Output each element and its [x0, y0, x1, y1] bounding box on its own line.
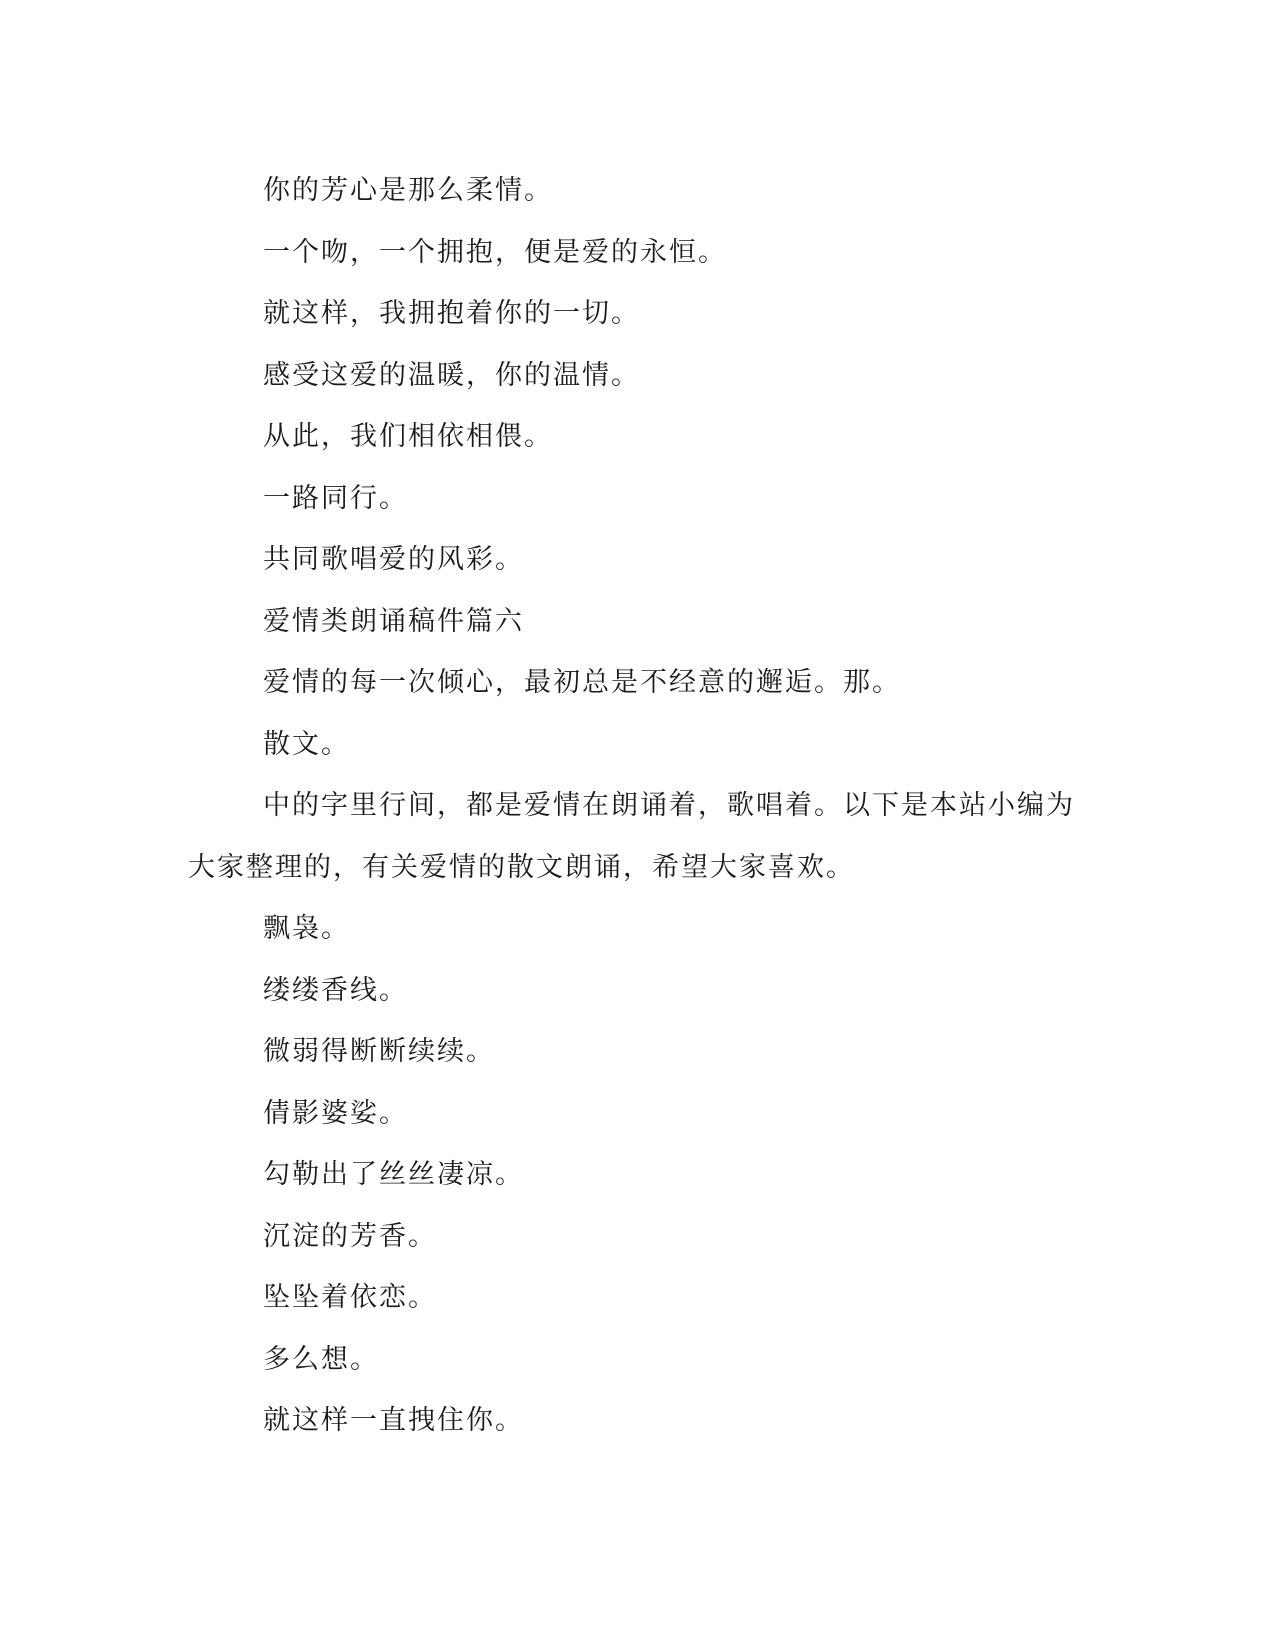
paragraph: 你的芳心是那么柔情。	[263, 175, 553, 206]
paragraph: 微弱得断断续续。	[263, 1036, 495, 1067]
document-body	[188, 160, 1078, 1452]
paragraph: 就这样，我拥抱着你的一切。	[263, 298, 640, 329]
paragraph: 共同歌唱爱的风彩。	[263, 544, 524, 575]
paragraph: 飘袅。	[263, 913, 350, 944]
paragraph: 散文。	[263, 728, 350, 760]
paragraph: 一路同行。	[263, 482, 408, 514]
paragraph: 坠坠着依恋。	[263, 1282, 437, 1313]
paragraph: 爱情的每一次倾心，最初总是不经意的邂逅。那。	[263, 667, 901, 698]
paragraph: 多么想。	[263, 1343, 379, 1375]
paragraph: 就这样一直拽住你。	[263, 1405, 524, 1436]
paragraph: 一个吻，一个拥抱，便是爱的永恒。	[263, 236, 727, 268]
paragraph: 勾勒出了丝丝凄凉。	[263, 1159, 524, 1190]
section-heading: 爱情类朗诵稿件篇六	[263, 605, 524, 637]
paragraph: 从此，我们相依相偎。	[263, 421, 553, 452]
paragraph: 沉淀的芳香。	[263, 1220, 437, 1252]
paragraph: 倩影婆娑。	[263, 1097, 408, 1129]
paragraph: 缕缕香线。	[263, 974, 408, 1006]
paragraph: 感受这爱的温暖，你的温情。	[263, 359, 640, 391]
paragraph: 中的字里行间，都是爱情在朗诵着，歌唱着。以下是本站小编为大家整理的，有关爱情的散文朗诵，希望大家喜欢。	[188, 790, 1075, 883]
